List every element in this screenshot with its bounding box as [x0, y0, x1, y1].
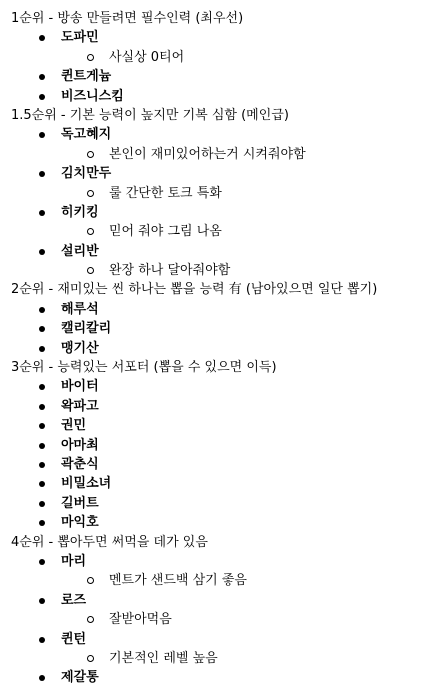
- sub-item-row: [13, 610, 447, 629]
- sub-item-text: 멘트가 샌드백 삼기 좋음: [109, 573, 247, 589]
- sub-item-text: 룰 간단한 토크 특화: [109, 185, 222, 201]
- section-title: 3순위 - 능력있는 서포터 (뽑을 수 있으면 이득): [11, 360, 277, 376]
- item-name: 권민: [61, 418, 87, 434]
- bullet-icon: [39, 637, 45, 643]
- hollow-bullet-icon: [87, 267, 94, 274]
- tier-section: [13, 280, 447, 358]
- section-title: 2순위 - 재미있는 씬 하나는 뽑을 능력 有 (남아있으면 일단 뽑기): [11, 282, 378, 298]
- item-name: 김치만두: [61, 166, 112, 182]
- sub-item-text: 본인이 재미있어하는거 시켜줘야함: [109, 146, 306, 162]
- list-item: [13, 377, 447, 396]
- hollow-bullet-icon: [87, 616, 94, 623]
- list-item: [13, 416, 447, 435]
- item-name: 로즈: [61, 592, 87, 608]
- item-name: 퀸트게늄: [61, 69, 112, 85]
- list-item: [13, 242, 447, 281]
- sub-item-text: 잘받아먹음: [109, 612, 172, 628]
- list-item: [13, 125, 447, 164]
- list-item: [13, 513, 447, 532]
- bullet-icon: [39, 559, 45, 565]
- hollow-bullet-icon: [87, 577, 94, 584]
- item-row: [13, 242, 447, 261]
- list-item: [13, 630, 447, 669]
- item-row: [13, 164, 447, 183]
- item-row: [13, 339, 447, 358]
- item-row: [13, 455, 447, 474]
- sub-item-row: [13, 184, 447, 203]
- section-title: 4순위 - 뽑아두면 써먹을 데가 있음: [11, 534, 208, 550]
- item-name: 도파민: [61, 30, 99, 46]
- item-name: 바이터: [61, 379, 99, 395]
- hollow-bullet-icon: [87, 655, 94, 662]
- item-list: [13, 377, 447, 532]
- bullet-icon: [39, 501, 45, 507]
- item-name: 곽춘식: [61, 456, 99, 472]
- list-item: [13, 164, 447, 203]
- bullet-icon: [39, 675, 45, 681]
- bullet-icon: [39, 94, 45, 100]
- item-row: [13, 28, 447, 47]
- item-row: [13, 494, 447, 513]
- item-row: [13, 67, 447, 86]
- item-list: [13, 125, 447, 280]
- sub-item-text: 기본적인 레벨 높음: [109, 650, 218, 666]
- list-item: [13, 203, 447, 242]
- item-row: [13, 87, 447, 106]
- tier-section: [13, 9, 447, 106]
- bullet-icon: [39, 520, 45, 526]
- item-row: [13, 668, 447, 687]
- item-name: 해루석: [61, 301, 99, 317]
- bullet-icon: [39, 35, 45, 41]
- bullet-icon: [39, 132, 45, 138]
- item-row: [13, 416, 447, 435]
- sub-item-row: [13, 571, 447, 590]
- bullet-icon: [39, 210, 45, 216]
- sub-item-row: [13, 649, 447, 668]
- bullet-icon: [39, 346, 45, 352]
- list-item: [13, 300, 447, 319]
- item-row: [13, 203, 447, 222]
- tier-section: [13, 358, 447, 533]
- bullet-icon: [39, 326, 45, 332]
- item-list: [13, 28, 447, 106]
- bullet-icon: [39, 404, 45, 410]
- hollow-bullet-icon: [87, 190, 94, 197]
- item-row: [13, 377, 447, 396]
- list-item: [13, 591, 447, 630]
- sub-item-row: [13, 222, 447, 241]
- bullet-icon: [39, 384, 45, 390]
- item-name: 캘리칼리: [61, 321, 112, 337]
- item-row: [13, 397, 447, 416]
- sub-item-text: 완장 하나 달아줘야함: [109, 263, 231, 279]
- list-item: [13, 668, 447, 687]
- item-row: [13, 591, 447, 610]
- hollow-bullet-icon: [87, 151, 94, 158]
- sub-item-row: [13, 261, 447, 280]
- bullet-icon: [39, 423, 45, 429]
- item-row: [13, 300, 447, 319]
- list-item: [13, 28, 447, 67]
- bullet-icon: [39, 307, 45, 313]
- bullet-icon: [39, 249, 45, 255]
- sub-item-row: [13, 48, 447, 67]
- list-item: [13, 552, 447, 591]
- bullet-icon: [39, 598, 45, 604]
- item-name: 마리: [61, 553, 87, 569]
- item-name: 히키킹: [61, 204, 99, 220]
- tier-section: [13, 533, 447, 688]
- bullet-icon: [39, 171, 45, 177]
- list-item: [13, 494, 447, 513]
- section-title: 1순위 - 방송 만들려면 필수인력 (최우선): [11, 11, 244, 26]
- item-name: 비밀소녀: [61, 476, 112, 492]
- item-list: [13, 300, 447, 358]
- bullet-icon: [39, 462, 45, 468]
- item-name: 설리반: [61, 243, 99, 259]
- item-name: 마익호: [61, 515, 99, 531]
- item-name: 제갈통: [61, 670, 99, 686]
- sub-item-text: 사실상 0티어: [109, 49, 185, 65]
- list-item: [13, 474, 447, 493]
- bullet-icon: [39, 74, 45, 80]
- list-item: [13, 339, 447, 358]
- sub-item-text: 믿어 줘야 그림 나옴: [109, 224, 222, 240]
- list-item: [13, 67, 447, 86]
- list-item: [13, 455, 447, 474]
- tier-section: [13, 106, 447, 281]
- list-item: [13, 397, 447, 416]
- item-name: 맹기산: [61, 340, 99, 356]
- item-row: [13, 319, 447, 338]
- item-row: [13, 513, 447, 532]
- list-item: [13, 319, 447, 338]
- sub-item-row: [13, 145, 447, 164]
- hollow-bullet-icon: [87, 228, 94, 235]
- bullet-icon: [39, 481, 45, 487]
- item-name: 독고혜지: [61, 127, 112, 143]
- item-row: [13, 436, 447, 455]
- item-row: [13, 474, 447, 493]
- item-list: [13, 552, 447, 688]
- section-title: 1.5순위 - 기본 능력이 높지만 기복 심함 (메인급): [11, 107, 289, 123]
- item-name: 길버트: [61, 495, 99, 511]
- list-item: [13, 436, 447, 455]
- list-item: [13, 87, 447, 106]
- item-row: [13, 630, 447, 649]
- item-name: 비즈니스킴: [61, 88, 124, 104]
- hollow-bullet-icon: [87, 54, 94, 61]
- item-name: 퀸턴: [61, 631, 87, 647]
- item-row: [13, 125, 447, 144]
- item-name: 아마최: [61, 437, 99, 453]
- item-row: [13, 552, 447, 571]
- bullet-icon: [39, 443, 45, 449]
- item-name: 왁파고: [61, 398, 99, 414]
